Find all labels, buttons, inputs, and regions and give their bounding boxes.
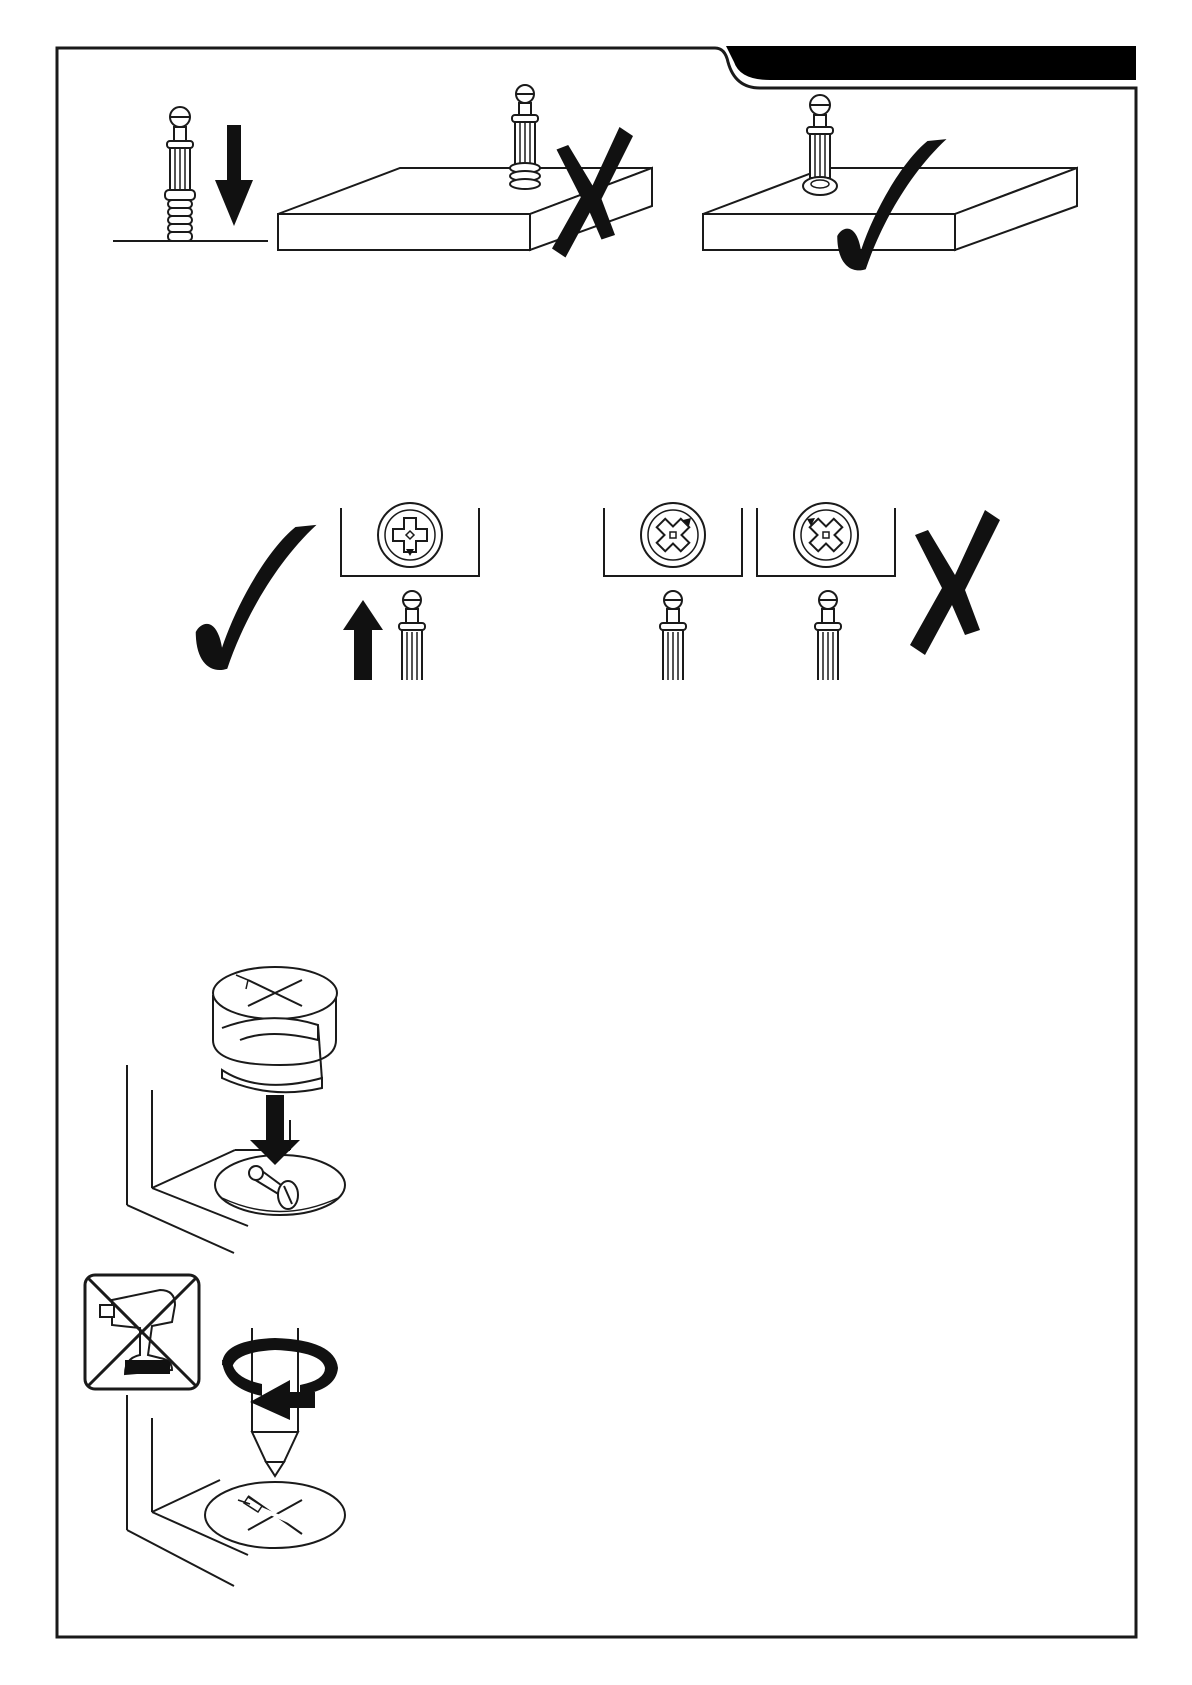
section-cam-insert	[85, 967, 345, 1586]
section-bolt-depth	[113, 85, 1077, 270]
cam-hole	[215, 1155, 345, 1215]
arrow-down-icon	[250, 1095, 300, 1165]
arrow-down-icon	[215, 125, 253, 226]
bolt-incorrect-2	[815, 591, 841, 680]
no-power-drill-icon	[85, 1275, 199, 1389]
cam-lock	[213, 967, 337, 1092]
board-correct	[703, 95, 1077, 250]
check-icon	[196, 525, 317, 670]
header-tab	[726, 46, 1136, 80]
rotate-arrow-icon	[222, 1338, 338, 1420]
bolt-incorrect-1	[660, 591, 686, 680]
cam-incorrect-position-2	[757, 503, 895, 576]
cross-icon	[910, 510, 1000, 655]
page-frame	[57, 48, 1136, 1637]
section-cam-orientation	[196, 503, 1000, 680]
cam-installed	[205, 1482, 345, 1548]
arrow-up-icon	[343, 600, 383, 680]
cam-incorrect-position-1	[604, 503, 742, 576]
bolt-correct	[399, 591, 425, 680]
cam-correct-position	[341, 503, 479, 576]
bolt-with-dowel	[113, 107, 268, 241]
